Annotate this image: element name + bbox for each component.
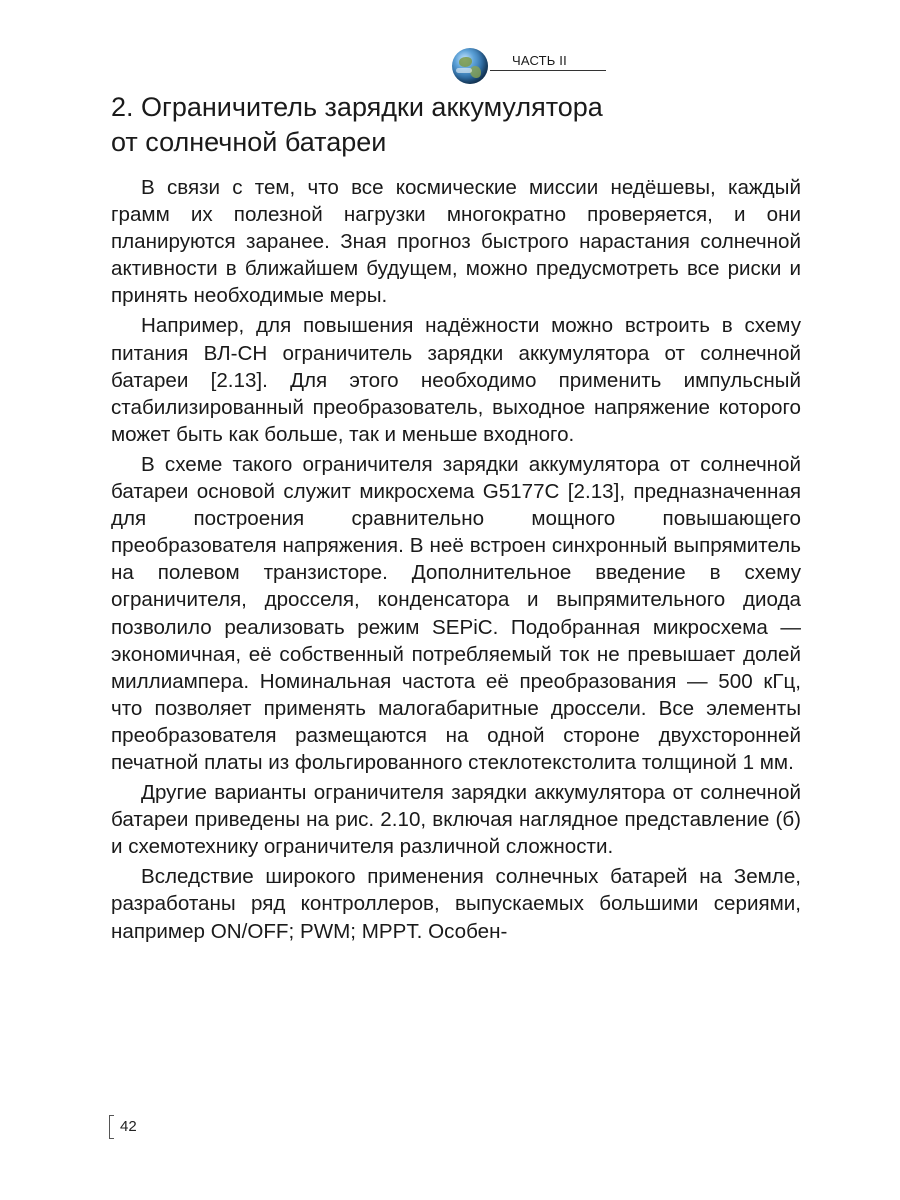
paragraph-3: В схеме такого ограничителя зарядки аккумулятора от солнечной батареи основой служит микросхема G5177C [2.13], предназначенная для построения сравнительно мощного повышающего преобразователя напряжения. В неё встроен синхронный выпрямитель на полевом транзисторе. Дополнительное введение в схему ограничителя, дросселя, конденсатора и выпрямительного диода позволило реализовать режим SEPiC. Подобранная микросхема — экономичная, её собственный потребляемый ток не превышает долей миллиампера. Номинальная частота её преобразования — 500 кГц, что позволяет применять малогабаритные дроссели. Все элементы преобразователя размещаются на одной стороне двухсторонней печатной платы из фольгированного стеклотекстолита толщиной 1 мм. [111,452,801,774]
page-number-bracket [109,1115,114,1139]
section-title-line-1: 2. Ограничитель зарядки аккумулятора [111,92,603,122]
page-number [109,1114,137,1140]
globe-icon [452,48,488,84]
paragraph-4: Другие варианты ограничителя зарядки аккумулятора от солнечной батареи приведены на рис. 2.10, включая наглядное представление (б) и схемотехнику ограничителя различной сложности. [111,781,801,859]
part-label: ЧАСТЬ II [512,53,567,68]
running-header [452,48,608,84]
section-title-line-2: от солнечной батареи [111,127,387,157]
page-content [111,90,801,945]
paragraph-5: Вследствие широкого применения солнечных батарей на Земле, разработаны ряд контроллеров, выпускаемых большими сериями, например ON/OFF; PWM; MPPT. Особен- [111,865,801,943]
header-rule [490,70,606,71]
paragraph-2: Например, для повышения надёжности можно встроить в схему питания ВЛ-СН ограничитель зарядки аккумулятора от солнечной батареи [2.13]. Для этого необходимо применить импульсный стабилизированный преобразователь, выходное напряжение которого может быть как больше, так и меньше входного. [111,314,801,446]
section-title [111,90,801,160]
page-number-value: 42 [120,1118,137,1136]
paragraph-1: В связи с тем, что все космические миссии недёшевы, каждый грамм их полезной нагрузки многократно проверяется, и они планируются заранее. Зная прогноз быстрого нарастания солнечной активности в ближайшем будущем, можно предусмотреть все риски и принять необходимые меры. [111,176,801,308]
